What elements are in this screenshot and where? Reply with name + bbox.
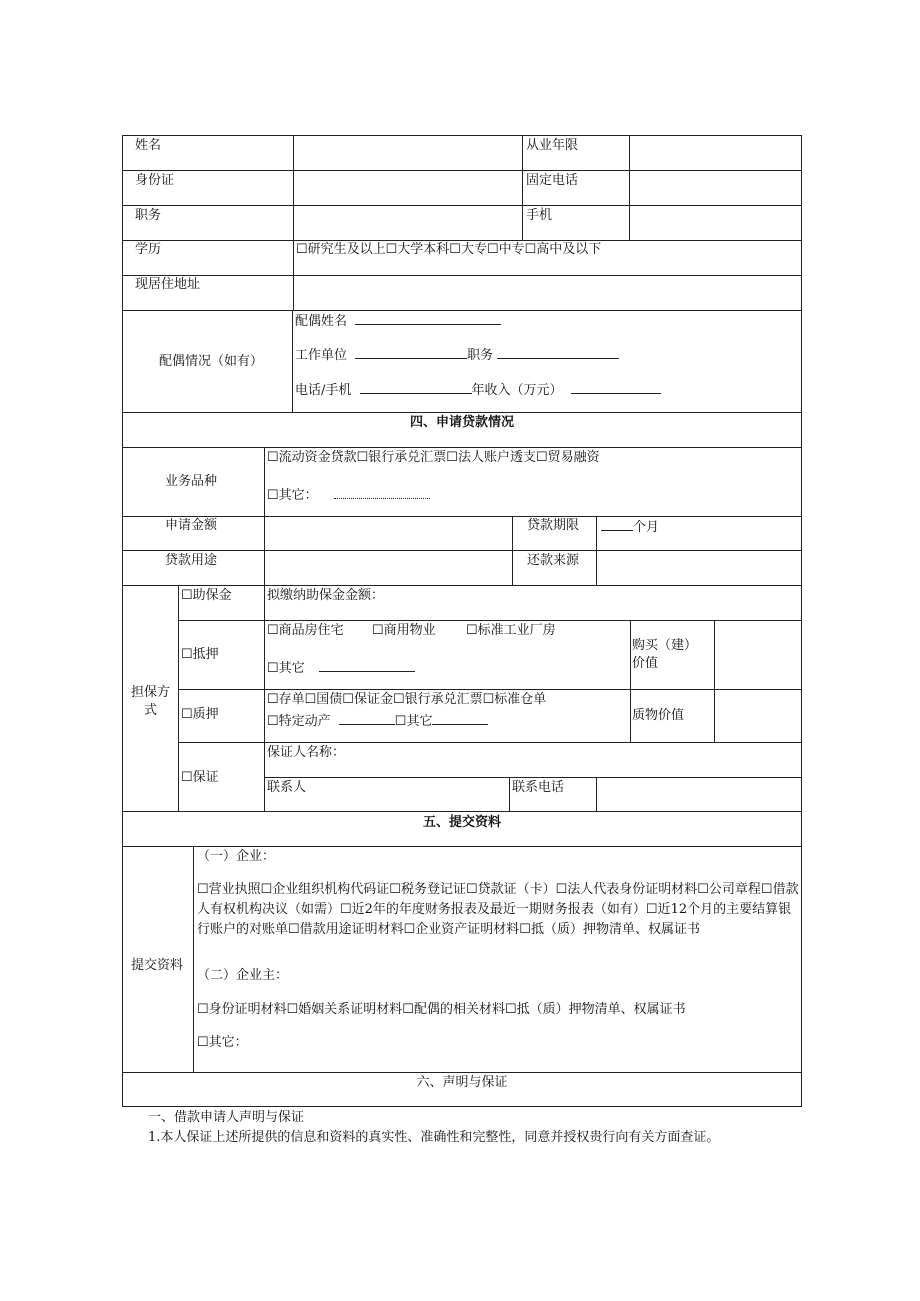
section4-heading: 四、申请贷款情况: [409, 415, 514, 430]
loan-application-form: [122, 135, 802, 1107]
section6-heading: 六、声明与保证: [416, 1075, 508, 1090]
row-divider: [178, 742, 801, 743]
row-divider: [123, 846, 801, 847]
row-divider: [123, 585, 801, 586]
col-divider: [193, 846, 194, 1072]
guarantor-name-label: 保证人名称：: [267, 745, 346, 760]
deposit-amount-label: 拟缴纳助保金金额：: [267, 588, 385, 603]
row-divider: [123, 205, 801, 206]
row-divider: [264, 777, 801, 778]
pledge-value-label: 质物价值: [632, 708, 685, 723]
row-divider: [123, 170, 801, 171]
pledge-extra-field[interactable]: [267, 712, 488, 730]
col-divider: [629, 136, 630, 240]
years-label: 从业年限: [526, 138, 579, 153]
row-divider: [123, 811, 801, 812]
purpose-label: 贷款用途: [165, 553, 218, 568]
spouse-name-field[interactable]: [295, 312, 501, 330]
mortgage-option-commercial[interactable]: ☐商用物业: [372, 623, 436, 638]
declaration-item-1: 1.本人保证上述所提供的信息和资料的真实性、准确性和完整性，同意并授权贵行向有关方面查证。: [148, 1130, 720, 1145]
col-divider: [178, 585, 179, 811]
pledge-options[interactable]: ☐存单☐国债☐保证金☐银行承兑汇票☐标准仓单: [267, 692, 547, 707]
row-divider: [123, 412, 801, 413]
guarantee-label-line2: 式: [143, 703, 157, 718]
title-label: 职务: [135, 208, 162, 223]
declaration-heading: 一、借款申请人声明与保证: [148, 1110, 305, 1125]
contact-label: 联系人: [267, 780, 307, 795]
owner-heading: （二）企业主：: [197, 968, 289, 983]
address-label: 现居住地址: [135, 277, 201, 292]
product-options[interactable]: ☐流动资金贷款☐银行承兑汇票☐法人账户透支☐贸易融资: [267, 450, 600, 465]
row-divider: [123, 310, 801, 311]
col-divider: [596, 516, 597, 585]
mortgage-option-residential[interactable]: ☐商品房住宅: [267, 623, 344, 638]
purchase-value-line2: 价值: [632, 656, 659, 671]
blank-line: [319, 659, 415, 672]
mortgage-option-factory[interactable]: ☐标准工业厂房: [466, 623, 556, 638]
enterprise-heading: （一）企业：: [197, 849, 276, 864]
row-divider: [123, 1072, 801, 1073]
section5-heading: 五、提交资料: [422, 815, 501, 830]
mortgage-other-field[interactable]: [267, 659, 415, 677]
product-label: 业务品种: [165, 474, 218, 489]
col-divider: [292, 310, 293, 412]
blank-line: [355, 312, 501, 325]
blank-line: [355, 346, 467, 359]
spouse-label: 配偶情况（如有）: [159, 354, 264, 369]
blank-line: [339, 712, 395, 725]
spouse-employer-label: 工作单位: [295, 348, 348, 363]
phone-label: 固定电话: [526, 173, 579, 188]
term-label: 贷款期限: [527, 518, 580, 533]
pledge-checkbox[interactable]: ☐质押: [181, 707, 219, 722]
col-divider: [512, 516, 513, 585]
col-divider: [630, 620, 631, 742]
spouse-phone-field[interactable]: [295, 381, 661, 399]
blank-line: [571, 381, 661, 394]
guarantee-label-line1: 担保方: [130, 685, 170, 700]
col-divider: [522, 136, 523, 240]
blank-line: [432, 712, 488, 725]
blank-line: [497, 346, 619, 359]
col-divider: [293, 136, 294, 170]
deposit-checkbox[interactable]: ☐助保金: [181, 588, 232, 603]
spouse-phone-label: 电话/手机: [295, 383, 352, 398]
term-field[interactable]: [601, 518, 659, 536]
education-label: 学历: [135, 242, 162, 257]
amount-label: 申请金额: [165, 518, 218, 533]
blank-line: [601, 518, 633, 531]
pledge-other-label: ☐其它: [394, 714, 433, 729]
name-label: 姓名: [135, 138, 162, 153]
purchase-value-line1: 购买（建）: [632, 638, 698, 653]
mortgage-other-label: ☐其它: [267, 661, 305, 676]
col-divider: [264, 447, 265, 811]
row-divider: [123, 516, 801, 517]
row-divider: [178, 689, 801, 690]
enterprise-materials[interactable]: ☐营业执照☐企业组织机构代码证☐税务登记证☐贷款证（卡）☐法人代表身份证明材料☐公司章程☐借款人有权机构决议（如需）☐近2年的年度财务报表及最近一期财务报表（如有）☐近12个月的主要结算银行账户的对账单☐借款用途证明材料☐企业资产证明材料☐抵（质）押物清单、权属证书: [197, 882, 799, 937]
materials-label: 提交资料: [131, 958, 184, 973]
mortgage-checkbox[interactable]: ☐抵押: [181, 647, 219, 662]
col-divider: [293, 240, 294, 310]
id-label: 身份证: [135, 173, 175, 188]
blank-line: [334, 486, 430, 499]
product-other-field[interactable]: [267, 486, 430, 504]
mobile-label: 手机: [526, 208, 553, 223]
blank-line: [360, 381, 472, 394]
materials-other[interactable]: ☐其它：: [197, 1035, 248, 1050]
spouse-name-label: 配偶姓名: [295, 314, 348, 329]
owner-materials[interactable]: ☐身份证明材料☐婚姻关系证明材料☐配偶的相关材料☐抵（质）押物清单、权属证书: [197, 1002, 686, 1017]
row-divider: [123, 447, 801, 448]
spouse-income-label: 年收入（万元）: [471, 383, 563, 398]
row-divider: [123, 550, 801, 551]
col-divider: [509, 777, 510, 811]
education-options[interactable]: ☐研究生及以上☐大学本科☐大专☐中专☐高中及以下: [296, 242, 602, 257]
spouse-title-label: 职务: [467, 348, 494, 363]
contact-phone-label: 联系电话: [512, 780, 565, 795]
pledge-movable-label: ☐特定动产: [267, 714, 331, 729]
row-divider: [123, 240, 801, 241]
guarantor-checkbox[interactable]: ☐保证: [181, 770, 219, 785]
term-unit: 个月: [633, 520, 660, 535]
col-divider: [714, 620, 715, 742]
col-divider: [596, 777, 597, 811]
spouse-employer-field[interactable]: [295, 346, 619, 364]
row-divider: [123, 275, 801, 276]
product-other-label: ☐其它：: [267, 488, 318, 503]
repay-label: 还款来源: [527, 553, 580, 568]
col-divider: [293, 205, 294, 240]
row-divider: [178, 620, 801, 621]
col-divider: [293, 170, 294, 205]
